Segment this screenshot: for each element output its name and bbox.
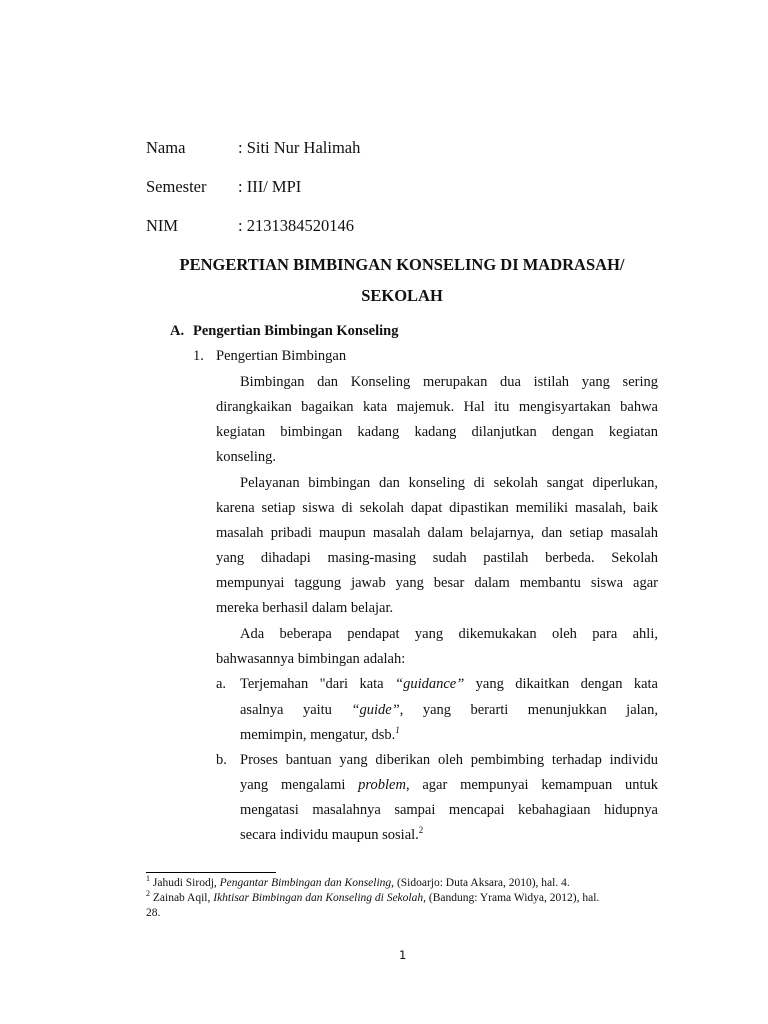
list-item-b-line-2: yang mengalami problem, agar mempunyai kemampuan untuk: [240, 777, 658, 793]
page-number: 1: [399, 948, 407, 962]
list-item-b-line-1: Proses bantuan yang diberikan oleh pembimbing terhadap individu: [240, 752, 658, 768]
list-item-a-line-2: asalnya yaitu “guide”, yang berarti menunjukkan jalan,: [240, 702, 658, 718]
page-title-line-2: SEKOLAH: [361, 286, 443, 305]
paragraph-3-line-1: Ada beberapa pendapat yang dikemukakan oleh para ahli,: [240, 626, 658, 642]
footnote-2-continuation: 28.: [146, 907, 161, 919]
footnote-separator: [146, 872, 276, 873]
paragraph-1-line-1: Bimbingan dan Konseling merupakan dua istilah yang sering: [240, 374, 658, 390]
nim-value: : 2131384520146: [238, 216, 354, 235]
paragraph-1-line-4: konseling.: [216, 449, 277, 465]
footnote-ref-1: 1: [395, 725, 400, 736]
footnote-1: $^1$ Jahudi Sirodj, Pengantar Bimbingan dan Konseling, (Sidoarjo: Duta Aksara, 2010), hal. 4.: [146, 874, 570, 889]
paragraph-1-line-3: kegiatan bimbingan kadang kadang dilanjutkan dengan kegiatan: [216, 424, 658, 440]
paragraph-2-line-4: yang dihadapi masing-masing sudah pastilah berbeda. Sekolah: [216, 550, 658, 566]
semester-label: Semester: [146, 177, 207, 196]
subsection-1-heading: Pengertian Bimbingan: [216, 348, 347, 364]
section-a-marker: A.: [170, 323, 185, 339]
list-item-b-line-4: secara individu maupun sosial.$^2$: [240, 825, 424, 843]
list-item-b-line-3: mengatasi masalahnya sampai mencapai kebahagiaan hidupnya: [240, 802, 658, 818]
section-a-heading: Pengertian Bimbingan Konseling: [193, 323, 399, 339]
footnote-2: $^2$ Zainab Aqil, Ikhtisar Bimbingan dan Konseling di Sekolah, (Bandung: Yrama Widya, 2012), hal.: [146, 889, 600, 904]
page-title-line-1: PENGERTIAN BIMBINGAN KONSELING DI MADRASAH/: [179, 255, 625, 274]
footnote-ref-2: 2: [418, 825, 424, 836]
paragraph-1-line-2: dirangkaikan bagaikan kata majemuk. Hal itu mengisyartakan bahwa: [216, 399, 658, 415]
name-value: : Siti Nur Halimah: [238, 138, 361, 157]
paragraph-3-line-2: bahwasannya bimbingan adalah:: [216, 651, 406, 667]
name-label: Nama: [146, 138, 186, 157]
list-item-b-marker: b.: [216, 752, 227, 768]
list-item-a-line-1: Terjemahan "dari kata “guidance” yang dikaitkan dengan kata: [240, 676, 658, 692]
paragraph-2-line-2: karena setiap siswa di sekolah dapat dipastikan memiliki masalah, baik: [216, 500, 658, 516]
semester-value: : III/ MPI: [238, 177, 302, 196]
nim-label: NIM: [146, 216, 179, 235]
paragraph-2-line-6: mereka berhasil dalam belajar.: [216, 600, 394, 616]
paragraph-2-line-5: mempunyai taggung jawab yang besar dalam membantu siswa agar: [216, 575, 658, 591]
list-item-a-marker: a.: [216, 676, 227, 692]
paragraph-2-line-3: masalah pribadi maupun masalah dalam belajarnya, dan setiap masalah: [216, 525, 658, 541]
subsection-1-marker: 1.: [193, 348, 204, 364]
list-item-a-line-3: memimpin, mengatur, dsb.$^1$: [240, 725, 400, 743]
paragraph-2-line-1: Pelayanan bimbingan dan konseling di sekolah sangat diperlukan,: [240, 475, 658, 491]
